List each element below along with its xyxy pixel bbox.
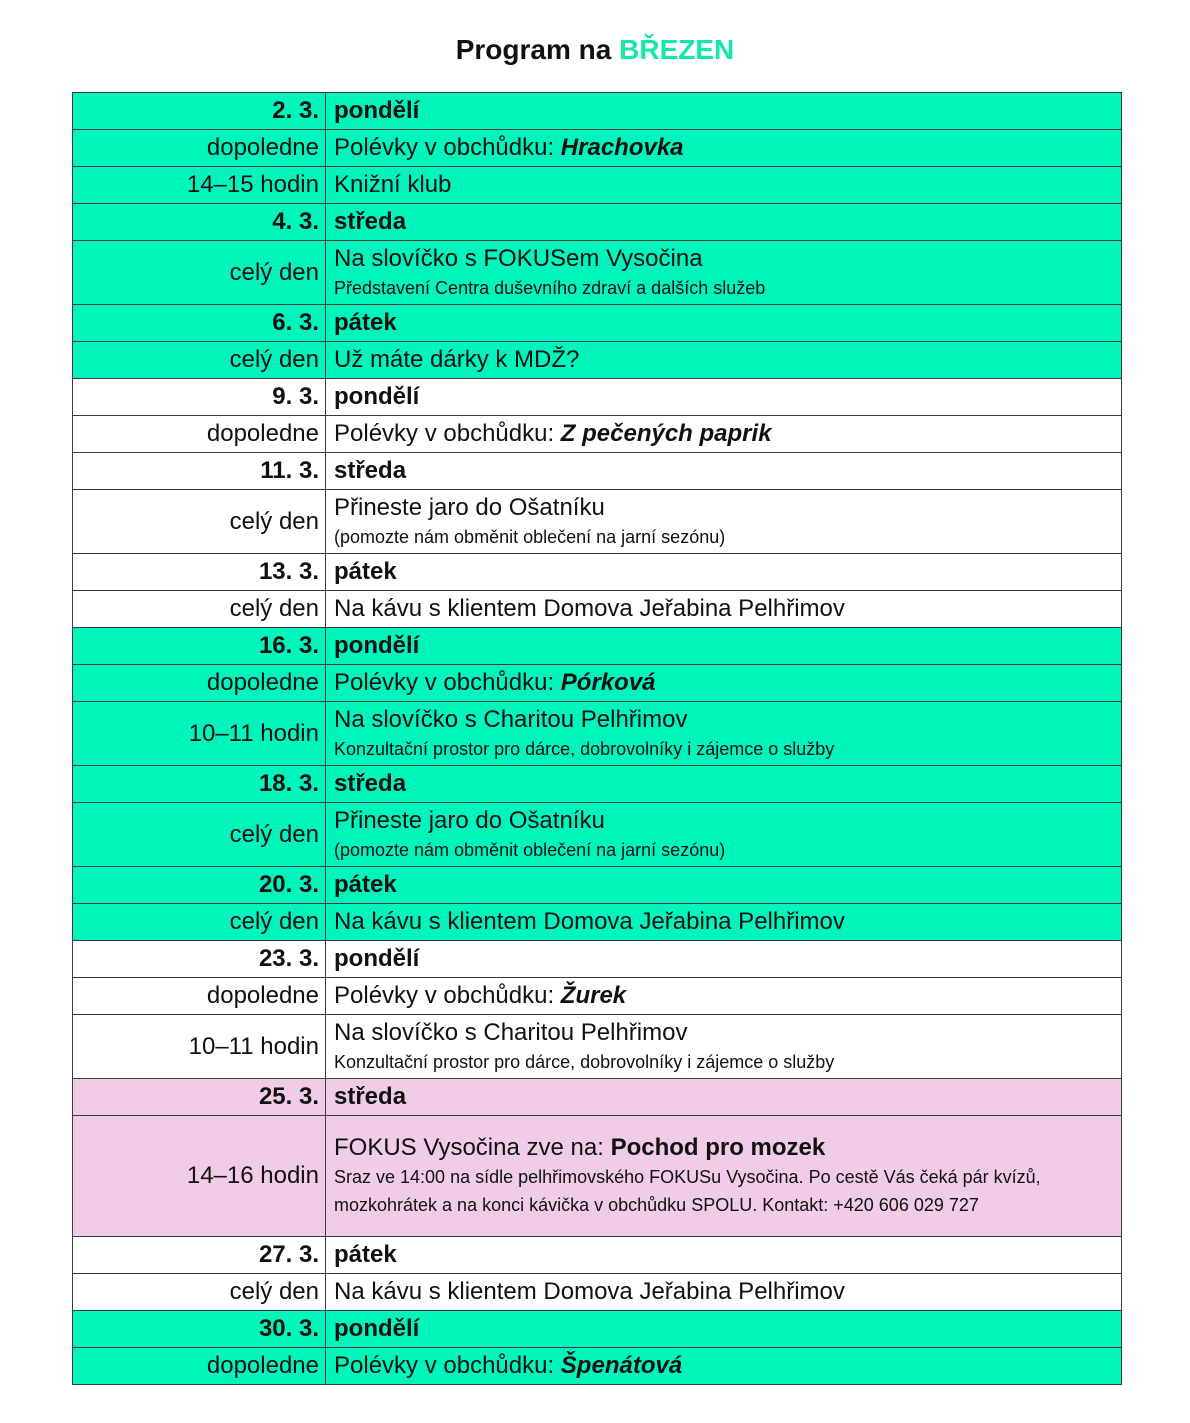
event-cell (326, 130, 1122, 167)
day-header-row (73, 554, 1122, 591)
time-cell: celý den (73, 1274, 326, 1311)
title-prefix: Program na (455, 34, 612, 65)
event-title-text: Na slovíčko s Charitou Pelhřimov (334, 1018, 688, 1046)
time-cell: dopoledne (73, 665, 326, 702)
event-cell (326, 1015, 1122, 1079)
time-cell: celý den (73, 490, 326, 554)
weekday-cell: pátek (326, 305, 1122, 342)
weekday-cell: středa (326, 204, 1122, 241)
day-header-row (73, 93, 1122, 130)
time-cell: dopoledne (73, 416, 326, 453)
weekday-cell: pondělí (326, 93, 1122, 130)
event-title (334, 595, 845, 622)
event-description: Představení Centra duševního zdraví a dalších služeb (334, 277, 766, 298)
event-title (334, 134, 684, 161)
event-title (334, 1278, 845, 1305)
weekday-cell: pátek (326, 554, 1122, 591)
event-cell (326, 1348, 1122, 1385)
date-cell: 11. 3. (73, 453, 326, 490)
event-title-text: Na kávu s klientem Domova Jeřabina Pelhřimov (334, 595, 845, 622)
date-cell: 20. 3. (73, 867, 326, 904)
time-cell: celý den (73, 904, 326, 941)
day-header-row (73, 453, 1122, 490)
event-description: Konzultační prostor pro dárce, dobrovolníky i zájemce o služby (334, 1051, 835, 1072)
date-cell: 23. 3. (73, 941, 326, 978)
weekday-cell: pondělí (326, 1311, 1122, 1348)
event-title-text: Už máte dárky k MDŽ? (334, 346, 580, 373)
event-cell (326, 1116, 1122, 1237)
day-header-row (73, 1237, 1122, 1274)
event-row (73, 1348, 1122, 1385)
event-title (334, 493, 1113, 523)
event-title-text: Přineste jaro do Ošatníku (334, 493, 605, 521)
day-header-row (73, 379, 1122, 416)
event-description: Sraz ve 14:00 na sídle pelhřimovského FOKUSu Vysočina. Po cestě Vás čeká pár kvízů, mozkohrátek a na konci kávička v obchůdku SPOLU. Kontakt: +420 606 029 727 (334, 1167, 1041, 1215)
soup-name: Pórková (560, 669, 656, 696)
date-cell: 16. 3. (73, 628, 326, 665)
event-row (73, 702, 1122, 766)
time-cell: celý den (73, 803, 326, 867)
event-cell (326, 803, 1122, 867)
date-cell: 25. 3. (73, 1079, 326, 1116)
day-header-row (73, 867, 1122, 904)
event-title (334, 1352, 682, 1379)
date-cell: 13. 3. (73, 554, 326, 591)
soup-name: Špenátová (560, 1352, 683, 1379)
event-row (73, 130, 1122, 167)
event-row (73, 490, 1122, 554)
event-cell (326, 342, 1122, 379)
event-cell (326, 241, 1122, 305)
event-title-text: Přineste jaro do Ošatníku (334, 806, 605, 834)
title-month: BŘEZEN (619, 34, 735, 65)
event-cell (326, 702, 1122, 766)
event-title-text: Polévky v obchůdku: (334, 420, 561, 447)
event-title-text: Polévky v obchůdku: (334, 1352, 561, 1379)
page-title (0, 34, 1190, 66)
date-cell: 9. 3. (73, 379, 326, 416)
event-cell (326, 416, 1122, 453)
time-cell: celý den (73, 591, 326, 628)
event-cell (326, 1274, 1122, 1311)
event-row (73, 1015, 1122, 1079)
event-title (334, 806, 1113, 836)
weekday-cell: pátek (326, 1237, 1122, 1274)
weekday-cell: pondělí (326, 628, 1122, 665)
time-cell: 10–11 hodin (73, 1015, 326, 1079)
event-title (334, 1133, 1113, 1163)
weekday-cell: pondělí (326, 379, 1122, 416)
event-description: Konzultační prostor pro dárce, dobrovolníky i zájemce o služby (334, 738, 835, 759)
program-table (72, 92, 1122, 1385)
time-cell: 10–11 hodin (73, 702, 326, 766)
event-title (334, 669, 656, 696)
event-description: (pomozte nám obměnit oblečení na jarní sezónu) (334, 839, 726, 860)
time-cell: dopoledne (73, 130, 326, 167)
event-title-text: Polévky v obchůdku: (334, 134, 561, 161)
event-title (334, 244, 1113, 274)
event-title (334, 1018, 1113, 1048)
soup-name: Z pečených paprik (560, 420, 772, 447)
date-cell: 4. 3. (73, 204, 326, 241)
weekday-cell: pondělí (326, 941, 1122, 978)
weekday-cell: středa (326, 766, 1122, 803)
soup-name: Hrachovka (560, 134, 684, 161)
event-title-text: FOKUS Vysočina zve na: (334, 1134, 611, 1161)
event-cell (326, 167, 1122, 204)
event-row (73, 904, 1122, 941)
weekday-cell: pátek (326, 867, 1122, 904)
event-title-text: Na slovíčko s FOKUSem Vysočina (334, 244, 703, 272)
event-row (73, 167, 1122, 204)
day-header-row (73, 766, 1122, 803)
time-cell: 14–16 hodin (73, 1116, 326, 1237)
time-cell: dopoledne (73, 978, 326, 1015)
event-title-text: Na kávu s klientem Domova Jeřabina Pelhřimov (334, 1278, 845, 1305)
date-cell: 2. 3. (73, 93, 326, 130)
event-row (73, 665, 1122, 702)
date-cell: 6. 3. (73, 305, 326, 342)
time-cell: 14–15 hodin (73, 167, 326, 204)
date-cell: 30. 3. (73, 1311, 326, 1348)
soup-name: Žurek (560, 982, 627, 1009)
event-row (73, 591, 1122, 628)
event-row (73, 978, 1122, 1015)
event-title-text: Polévky v obchůdku: (334, 669, 561, 696)
event-title (334, 346, 579, 373)
date-cell: 18. 3. (73, 766, 326, 803)
event-title (334, 908, 845, 935)
day-header-row (73, 1079, 1122, 1116)
time-cell: dopoledne (73, 1348, 326, 1385)
weekday-cell: středa (326, 453, 1122, 490)
event-row (73, 1274, 1122, 1311)
event-title-text: Na slovíčko s Charitou Pelhřimov (334, 705, 688, 733)
day-header-row (73, 628, 1122, 665)
event-cell (326, 591, 1122, 628)
event-row (73, 1116, 1122, 1237)
event-title-text: Knižní klub (334, 171, 452, 198)
event-title (334, 420, 772, 447)
event-row (73, 342, 1122, 379)
event-description: (pomozte nám obměnit oblečení na jarní sezónu) (334, 526, 726, 547)
event-title-text: Polévky v obchůdku: (334, 982, 561, 1009)
event-highlight: Pochod pro mozek (610, 1134, 826, 1161)
event-cell (326, 665, 1122, 702)
event-cell (326, 978, 1122, 1015)
event-cell (326, 490, 1122, 554)
date-cell: 27. 3. (73, 1237, 326, 1274)
event-row (73, 241, 1122, 305)
event-title-text: Na kávu s klientem Domova Jeřabina Pelhřimov (334, 908, 845, 935)
day-header-row (73, 1311, 1122, 1348)
event-title (334, 705, 1113, 735)
day-header-row (73, 305, 1122, 342)
event-title (334, 982, 626, 1009)
event-row (73, 803, 1122, 867)
weekday-cell: středa (326, 1079, 1122, 1116)
event-row (73, 416, 1122, 453)
event-title (334, 171, 451, 198)
day-header-row (73, 941, 1122, 978)
event-cell (326, 904, 1122, 941)
day-header-row (73, 204, 1122, 241)
time-cell: celý den (73, 241, 326, 305)
time-cell: celý den (73, 342, 326, 379)
